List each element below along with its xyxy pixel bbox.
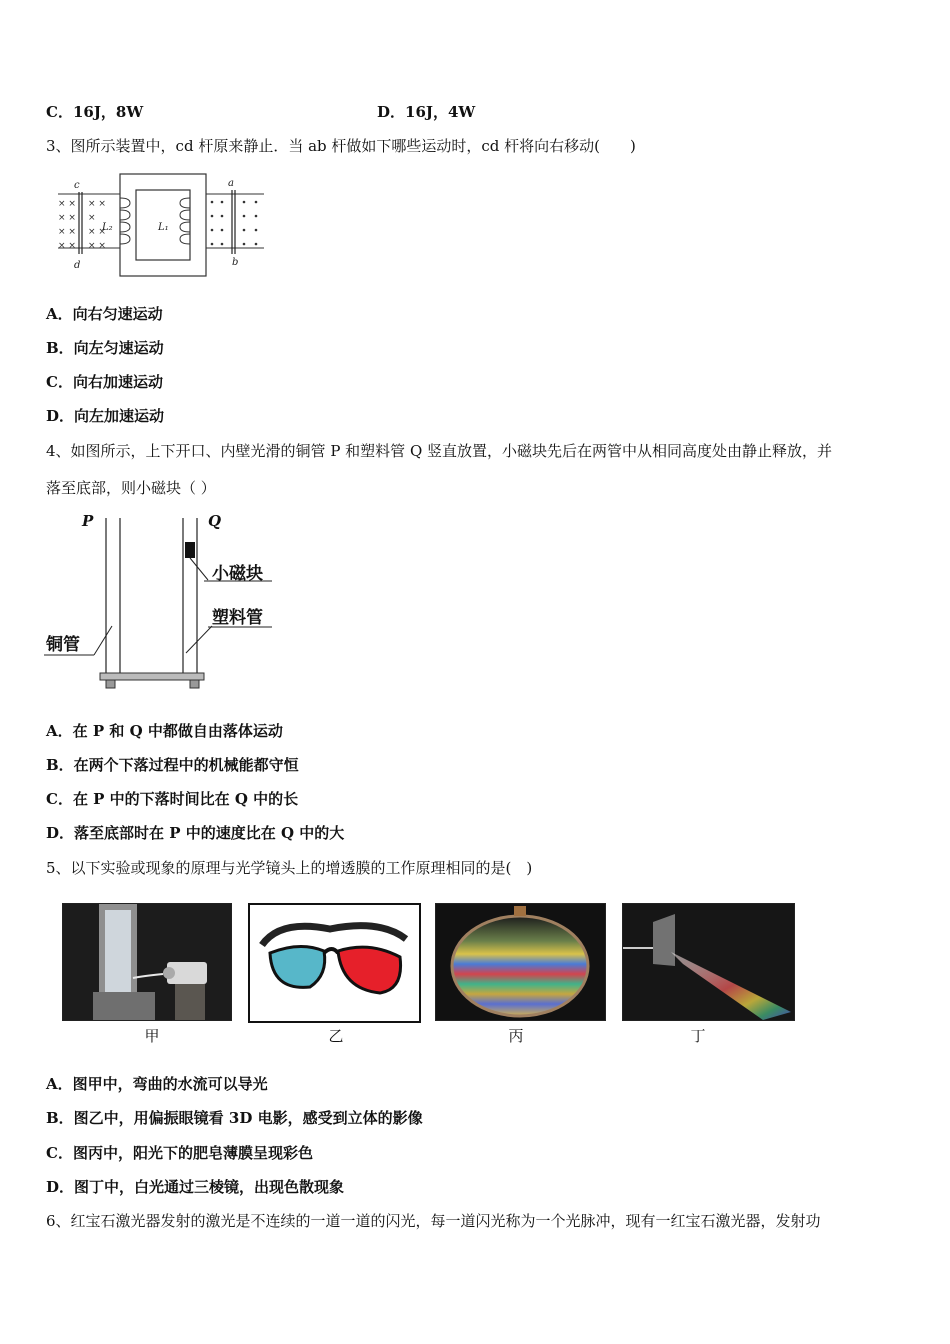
q4-label-plastic: 塑料管 [212, 608, 263, 628]
q4-option-b: B．在两个下落过程中的机械能都守恒 [46, 756, 299, 774]
q3-label-c: c [74, 180, 80, 191]
svg-text:×: × [88, 213, 96, 223]
q4-label-magnet: 小磁块 [212, 564, 263, 584]
svg-text:× ×: × × [88, 227, 106, 237]
q4-option-c: C．在 P 中的下落时间比在 Q 中的长 [46, 790, 299, 808]
q5-option-b: B．图乙中，用偏振眼镜看 3D 电影，感受到立体的影像 [46, 1109, 423, 1127]
q4-tubes-figure [44, 508, 284, 692]
caption-yi: 乙 [328, 1027, 344, 1045]
q3-label-b: b [232, 257, 239, 268]
q4-option-a: A．在 P 和 Q 中都做自由落体运动 [46, 722, 283, 740]
q3-label-d: d [74, 260, 81, 271]
q4-label-copper: 铜管 [46, 635, 80, 655]
q6-stem: 6、红宝石激光器发射的激光是不连续的一道一道的闪光，每一道闪光称为一个光脉冲，现有一红宝石激光器，发射功 [46, 1212, 821, 1230]
photo-bing [435, 903, 606, 1021]
svg-text:× ×: × × [88, 241, 106, 251]
svg-text:× ×: × × [58, 227, 76, 237]
q3-option-a: A．向右匀速运动 [46, 305, 163, 323]
q4-stem-line1: 4、如图所示，上下开口、内壁光滑的铜管 P 和塑料管 Q 竖直放置，小磁块先后在两管中从相同高度处由静止释放，并 [46, 442, 833, 460]
svg-text:× ×: × × [58, 199, 76, 209]
q4-label-q: Q [208, 512, 222, 530]
q4-stem-line2: 落至底部，则小磁块（ ） [46, 479, 216, 497]
photo-ding [622, 903, 795, 1021]
q3-label-l1: L₁ [158, 222, 169, 233]
photo-jia [62, 903, 232, 1021]
caption-bing: 丙 [508, 1027, 524, 1045]
svg-text:× ×: × × [58, 241, 76, 251]
q3-label-l2: L₂ [102, 222, 113, 233]
q3-stem: 3、图所示装置中，cd 杆原来静止．当 ab 杆做如下哪些运动时，cd 杆将向右移动( ) [46, 137, 636, 155]
q5-option-c: C．图丙中，阳光下的肥皂薄膜呈现彩色 [46, 1144, 313, 1162]
q3-option-d: D．向左加速运动 [46, 407, 165, 425]
caption-ding: 丁 [690, 1027, 706, 1045]
q3-option-b: B．向左匀速运动 [46, 339, 164, 357]
caption-jia: 甲 [144, 1027, 160, 1045]
q3-label-a: a [228, 178, 234, 189]
q5-stem: 5、以下实验或现象的原理与光学镜头上的增透膜的工作原理相同的是( ) [46, 859, 533, 877]
q4-label-p: P [82, 512, 94, 530]
photo-yi [248, 903, 421, 1023]
q4-option-d: D．落至底部时在 P 中的速度比在 Q 中的大 [46, 824, 345, 842]
q3-transformer-figure [52, 168, 267, 280]
svg-text:× ×: × × [58, 213, 76, 223]
magnet-block [185, 542, 195, 558]
q3-option-c: C．向右加速运动 [46, 373, 163, 391]
q5-option-d: D．图丁中，白光通过三棱镜，出现色散现象 [46, 1178, 345, 1196]
q2-option-c: C．16J，8W [46, 103, 144, 121]
q2-option-d: D．16J，4W [377, 103, 476, 121]
svg-text:× ×: × × [88, 199, 106, 209]
q5-option-a: A．图甲中，弯曲的水流可以导光 [46, 1075, 268, 1093]
